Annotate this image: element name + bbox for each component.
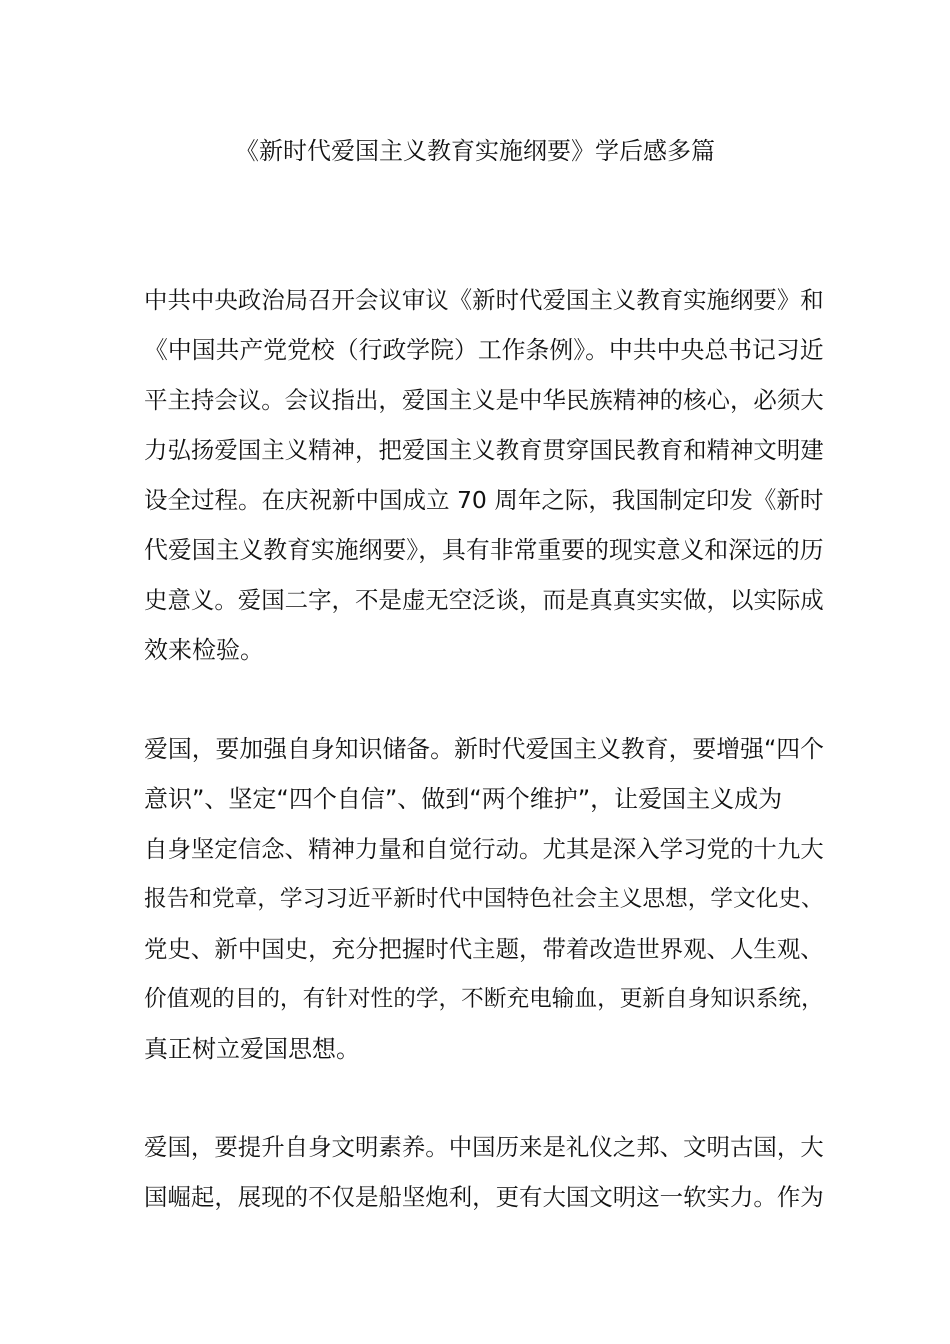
paragraph-line: 真正树立爱国思想。 [144, 1035, 360, 1063]
paragraph-line: 自身坚定信念、精神力量和自觉行动。尤其是深入学习党的十九大 [144, 835, 824, 863]
paragraph-line: 史意义。爱国二字，不是虚无空泛谈，而是真真实实做，以实际成 [144, 586, 824, 614]
paragraph-line: 中共中央政治局召开会议审议《新时代爱国主义教育实施纲要》和 [144, 286, 824, 314]
paragraph-line: 代爱国主义教育实施纲要》，具有非常重要的现实意义和深远的历 [144, 536, 824, 564]
paragraph-line: 意识”、坚定“四个自信”、做到“两个维护”，让爱国主义成为 [144, 785, 783, 813]
paragraph-line: 效来检验。 [144, 636, 264, 664]
paragraph-line: 价值观的目的，有针对性的学，不断充电输血，更新自身知识系统， [144, 986, 824, 1012]
paragraph-line: 《中国共产党党校（行政学院）工作条例》。中共中央总书记习近 [144, 336, 824, 364]
paragraph-line: 爱国，要加强自身知识储备。新时代爱国主义教育，要增强“四个 [144, 735, 824, 763]
paragraph-line: 国崛起，展现的不仅是船坚炮利，更有大国文明这一软实力。作为 [144, 1183, 824, 1211]
document-title: 《新时代爱国主义教育实施纲要》学后感多篇 [235, 137, 715, 165]
paragraph-line: 爱国，要提升自身文明素养。中国历来是礼仪之邦、文明古国，大 [144, 1133, 824, 1161]
paragraph-line: 平主持会议。会议指出，爱国主义是中华民族精神的核心，必须大 [144, 386, 824, 414]
paragraph-line: 党史、新中国史，充分把握时代主题，带着改造世界观、人生观、 [144, 935, 824, 963]
paragraph-line: 设全过程。在庆祝新中国成立 70 周年之际，我国制定印发《新时 [144, 486, 824, 514]
paragraph-line: 报告和党章，学习习近平新时代中国特色社会主义思想，学文化史、 [144, 886, 824, 912]
paragraph-line: 力弘扬爱国主义精神，把爱国主义教育贯穿国民教育和精神文明建 [144, 436, 824, 464]
